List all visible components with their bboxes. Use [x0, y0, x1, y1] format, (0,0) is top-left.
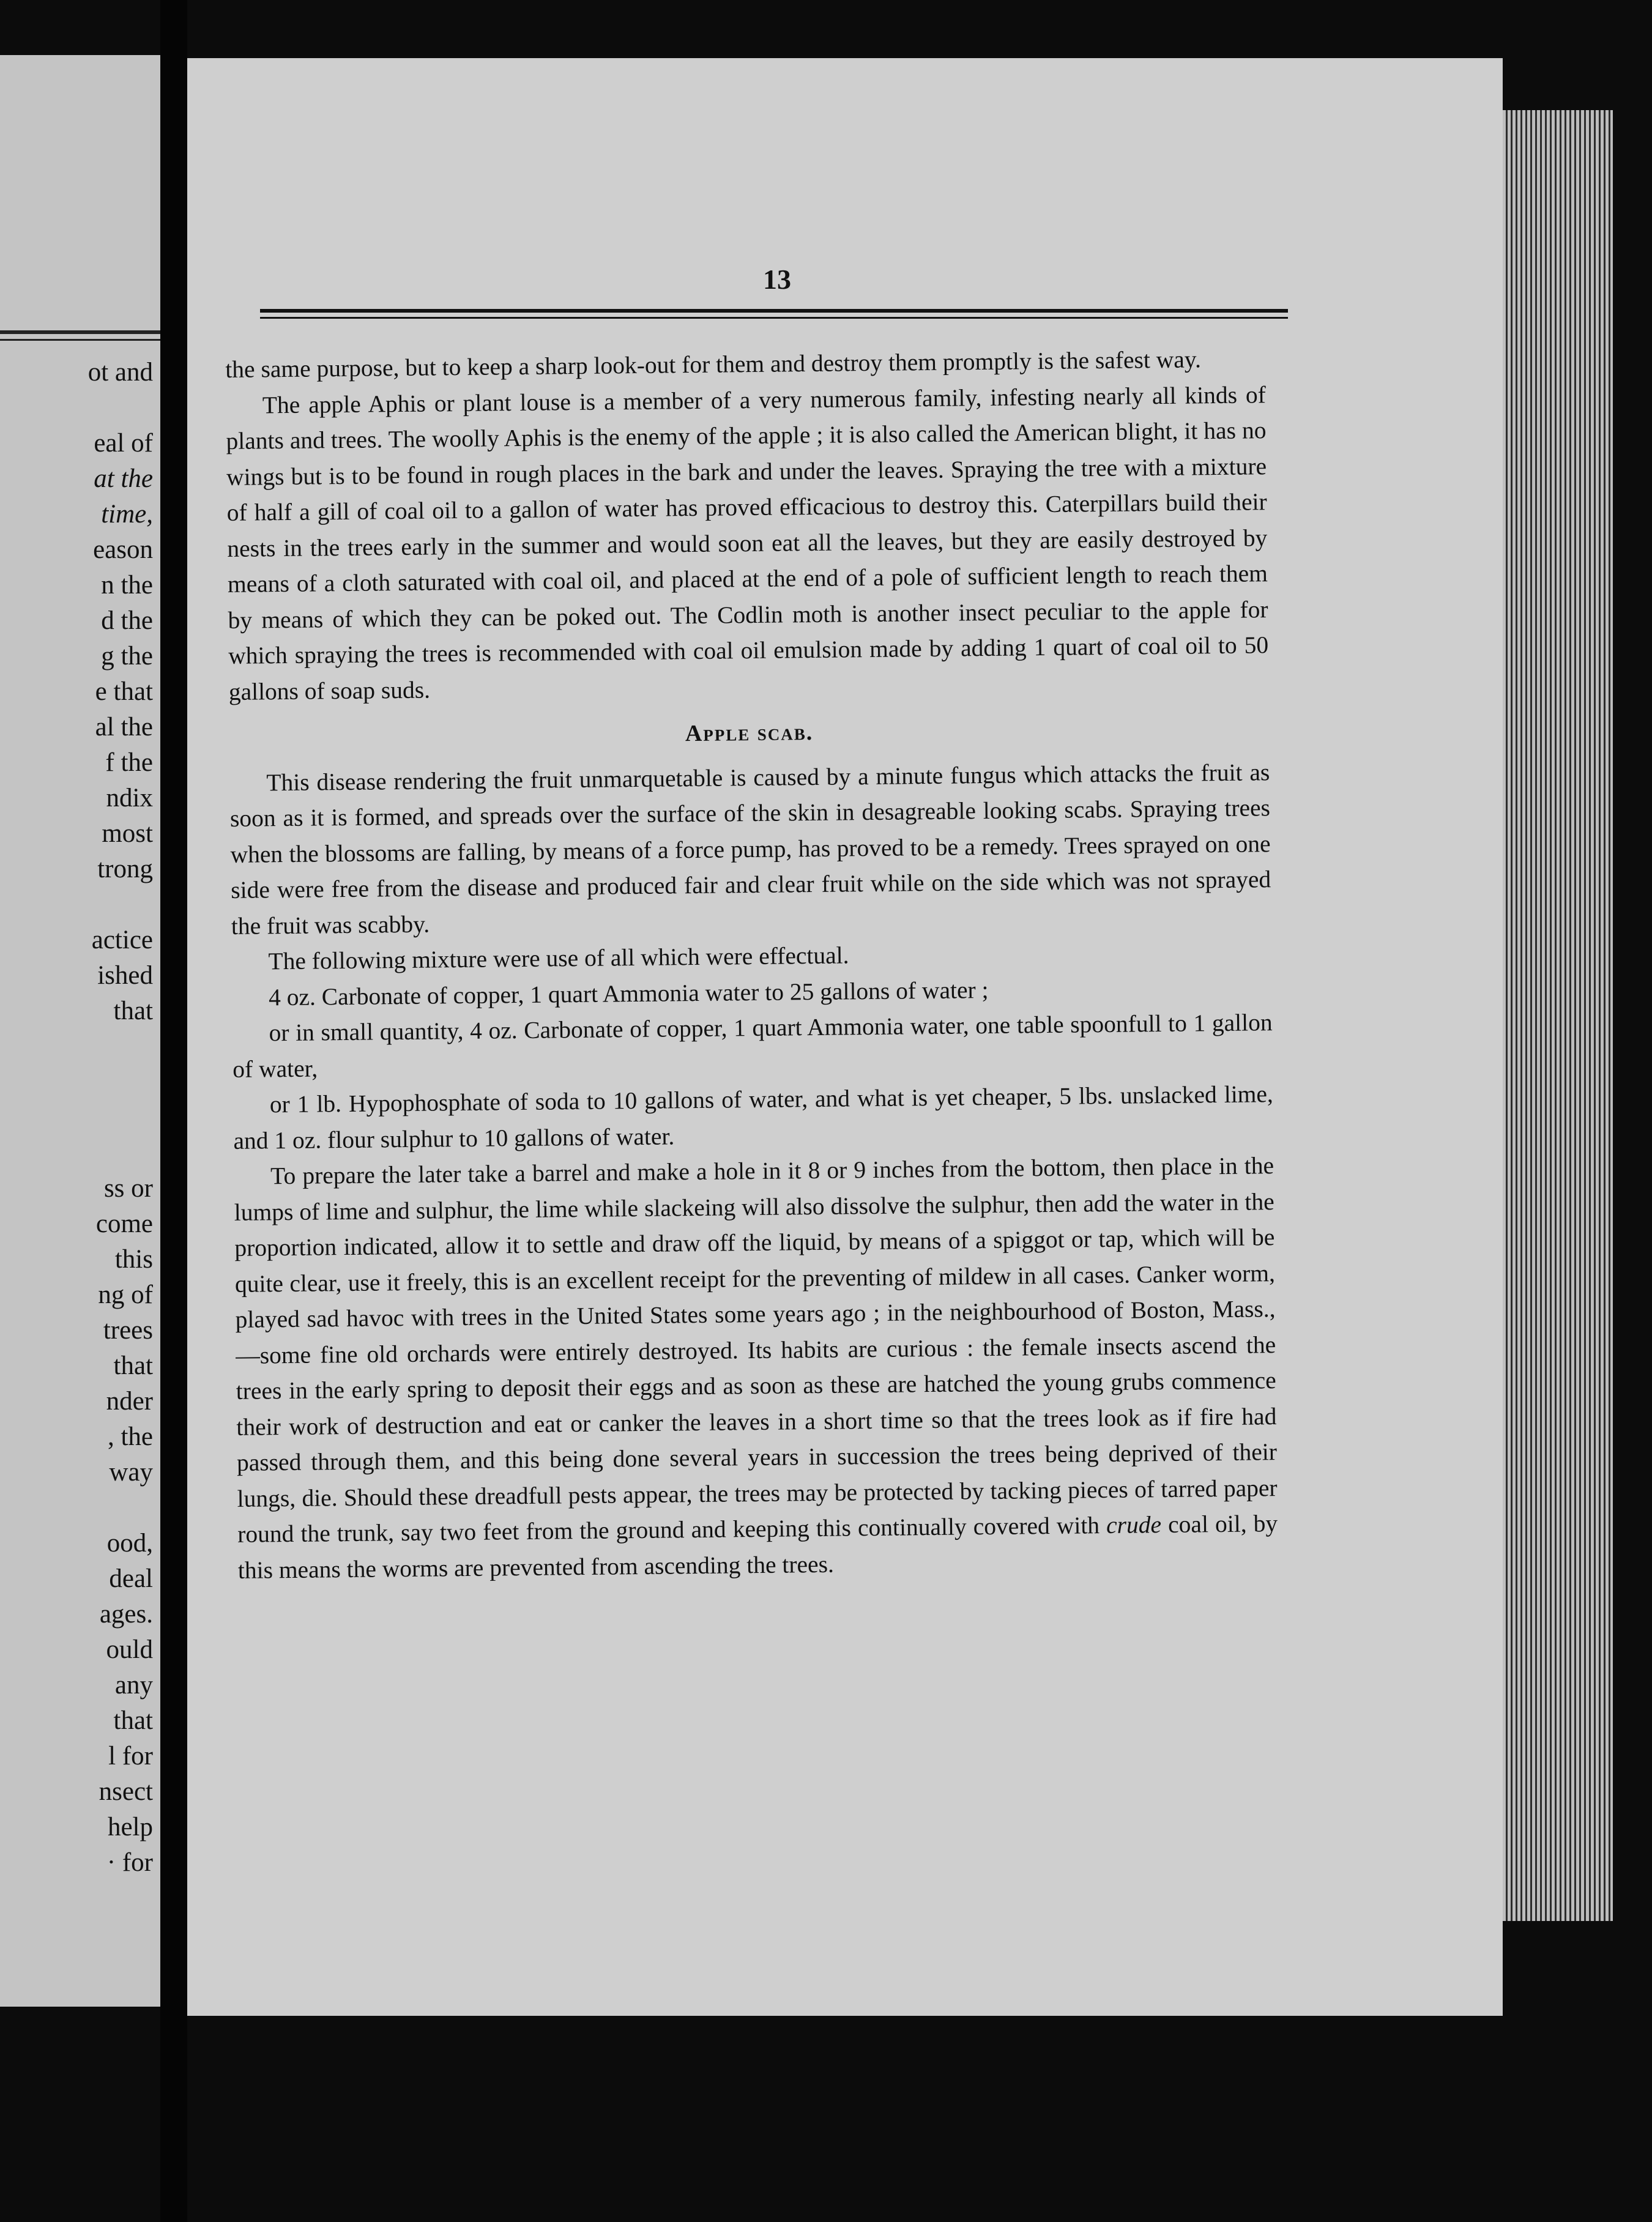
facing-page-line: way	[109, 1458, 153, 1487]
facing-page-line	[0, 1135, 153, 1171]
facing-page-line: ss or	[103, 1174, 153, 1203]
facing-page-line: e that	[95, 677, 153, 706]
facing-page-line: trees	[103, 1316, 153, 1345]
facing-page-line: that	[113, 1706, 153, 1735]
page-edges	[1503, 110, 1613, 1921]
facing-page-line: actice	[91, 926, 153, 954]
facing-page-line: eal of	[94, 429, 153, 458]
facing-page-line: ould	[106, 1635, 153, 1664]
facing-page-line: that	[113, 997, 153, 1025]
facing-page	[0, 55, 160, 2007]
facing-page-line: most	[102, 819, 153, 848]
facing-page-line: that	[113, 1351, 153, 1380]
facing-page-line: al the	[95, 713, 153, 741]
facing-page-line	[0, 390, 153, 426]
facing-page-line: nder	[106, 1387, 153, 1416]
header-rule	[260, 309, 1288, 313]
paragraph: the same purpose, but to keep a sharp look-out for them and destroy them promptly is the safest way.	[225, 346, 1202, 383]
italic-word: crude	[1106, 1511, 1162, 1539]
page-number: 13	[763, 264, 791, 295]
paragraph: The following mixture were use of all which were effectual.	[268, 942, 849, 975]
facing-page-line: time,	[101, 500, 153, 529]
paragraph: 4 oz. Carbonate of copper, 1 quart Ammonia water to 25 gallons of water ;	[268, 976, 989, 1011]
section-heading: Apple scab.	[685, 719, 814, 747]
facing-page-line: ished	[97, 961, 153, 990]
facing-page-line: ood,	[106, 1529, 153, 1558]
facing-page-line: ages.	[99, 1600, 153, 1629]
facing-page-rule	[0, 339, 160, 341]
paragraph: or 1 lb. Hypophosphate of soda to 10 gallons of water, and what is yet cheaper, 5 lbs. unslacked lime, and 1 oz. flour sulphur to 10 gallons of water.	[233, 1080, 1274, 1154]
facing-page-line	[0, 1065, 153, 1100]
paragraph	[234, 1148, 1278, 1588]
facing-page-line: · for	[106, 1848, 153, 1877]
facing-page-line	[0, 1490, 153, 1526]
facing-page-line	[0, 1100, 153, 1135]
facing-page-line: trong	[97, 855, 153, 883]
paragraph: The apple Aphis or plant louse is a member of a very numerous family, infesting nearly all kinds of plants and trees. The woolly Aphis is the enemy of the apple ; it is also called the American blight, it has no wings but is to be found in rough places in the bark and under the leaves. Spraying the tree with a mixture of half a gill of coal oil to a gallon of water has proved efficacious to destroy this. Caterpillars build their nests in the trees early in the summer and would soon eat all the leaves, but they are easily destroyed by means of a cloth saturated with coal oil, and placed at the end of a pole of sufficient length to reach them by means of which they can be poked out. The Codlin moth is another insect peculiar to the apple for which spraying the trees is recommended with coal oil emulsion made by adding 1 quart of coal oil to 50 gallons of soap suds.	[226, 381, 1269, 705]
facing-page-line	[0, 887, 153, 923]
paragraph-text: coal oil, by this means the worms are prevented from ascending the trees.	[237, 1510, 1278, 1584]
facing-page-line: any	[114, 1671, 153, 1700]
facing-page-line: this	[114, 1245, 153, 1274]
facing-page-line: ot and	[87, 358, 153, 387]
facing-page-line: eason	[93, 535, 153, 564]
facing-page-rule	[0, 330, 160, 334]
facing-page-line: ng of	[98, 1280, 153, 1309]
header-rule	[260, 317, 1288, 319]
facing-page-line: ndix	[106, 784, 153, 812]
facing-page-line	[0, 1029, 153, 1065]
facing-page-line: g the	[101, 642, 153, 671]
facing-page-line: l for	[108, 1742, 153, 1771]
facing-page-line: help	[107, 1813, 153, 1841]
facing-page-line: f the	[105, 748, 153, 777]
page-body	[225, 341, 1278, 1588]
facing-page-line: at the	[94, 464, 153, 493]
facing-page-line: n the	[101, 571, 153, 600]
facing-page-line: deal	[109, 1564, 153, 1593]
facing-page-line: , the	[107, 1422, 153, 1451]
facing-page-line: nsect	[99, 1777, 153, 1806]
paragraph: This disease rendering the fruit unmarquetable is caused by a minute fungus which attacks the fruit as soon as it is formed, and spreads over the surface of the skin in desagreable looking scabs. Spraying trees when the blossoms are falling, by means of a force pump, has proved to be a remedy. Trees sprayed on one side were free from the disease and produced fair and clear fruit while on the side which was not sprayed the fruit was scabby.	[229, 758, 1271, 940]
facing-page-text	[0, 355, 153, 1881]
facing-page-line: come	[95, 1209, 153, 1238]
paragraph-text: To prepare the later take a barrel and make a hole in it 8 or 9 inches from the bottom, then place in the lumps of lime and sulphur, the lime while slackeing will also dissolve the sulphur, then add the water in the proportion indicated, allow it to settle and draw off the liquid, by means of a spiggot or tap, which will be quite clear, use it freely, this is an excellent receipt for the preventing of mildew in all cases. Canker worm, played sad havoc with trees in the United States some years ago ; in the neighbourhood of Boston, Mass.,—some fine old orchards were entirely destroyed. Its habits are curious : the female insects ascend the trees in the early spring to deposit their eggs and as soon as these are hatched the young grubs commence their work of destruction and eat or canker the leaves in a short time so that the trees look as if fire had passed through them, and this being done several years in succession the trees being deprived of their lungs, die. Should these dreadfull pests appear, the trees may be protected by tacking pieces of tarred paper round the trunk, say two feet from the ground and keeping this continually covered with	[234, 1152, 1278, 1548]
facing-page-line: d the	[101, 606, 153, 635]
book-gutter	[160, 0, 187, 2222]
paragraph: or in small quantity, 4 oz. Carbonate of copper, 1 quart Ammonia water, one table spoonfull to 1 gallon of water,	[233, 1009, 1273, 1083]
